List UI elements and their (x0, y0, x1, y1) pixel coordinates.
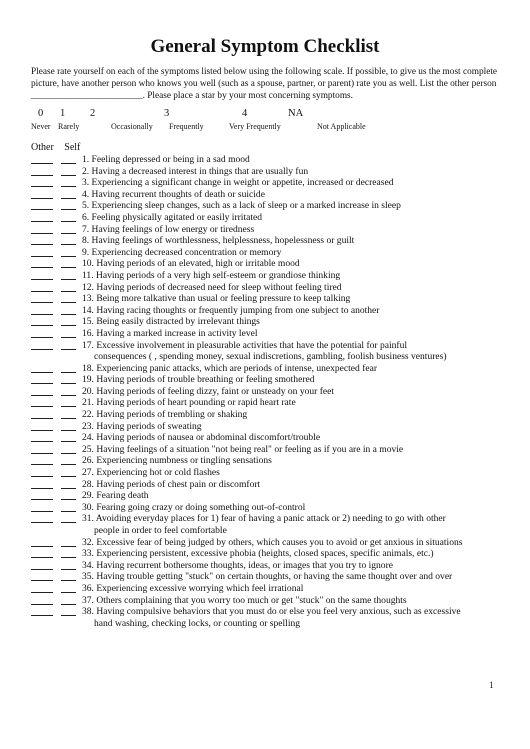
symptom-continuation: people in order to feel comfortable (94, 525, 227, 536)
symptom-text (82, 328, 501, 340)
symptom-text (82, 247, 501, 259)
symptom-label: 25. Having feelings of a situation "not being real" or feeling as if you are in a movie (82, 443, 404, 455)
list-item (31, 571, 501, 583)
self-rating-blank[interactable] (61, 200, 76, 210)
list-item (31, 212, 501, 224)
list-item (31, 560, 501, 572)
symptom-label: 12. Having periods of decreased need for sleep without feeling tired (82, 281, 342, 293)
symptom-label: 7. Having feelings of low energy or tiredness (82, 223, 255, 235)
other-rating-blank[interactable] (31, 212, 53, 222)
scale-label-1: Rarely (58, 122, 80, 131)
symptom-label: 36. Experiencing excessive worrying which feel irrational (82, 582, 304, 594)
symptom-label: 19. Having periods of trouble breathing or feeling smothered (82, 374, 315, 386)
list-item (31, 397, 501, 409)
symptom-text (82, 200, 501, 212)
symptom-label: 35. Having trouble getting "stuck" on certain thoughts, or having the same thought over and over (82, 571, 453, 583)
symptom-label: 1. Feeling depressed or being in a sad mood (82, 154, 250, 165)
other-rating-blank[interactable] (31, 490, 53, 500)
other-rating-blank[interactable] (31, 154, 53, 164)
self-rating-blank[interactable] (61, 409, 76, 419)
symptom-list (31, 154, 501, 629)
list-item (31, 270, 501, 282)
symptom-label: 9. Experiencing decreased concentration or memory (82, 246, 282, 258)
symptom-text (82, 606, 501, 629)
self-rating-blank[interactable] (61, 455, 76, 465)
self-rating-blank[interactable] (61, 548, 76, 558)
list-item (31, 189, 501, 201)
self-rating-blank[interactable] (61, 479, 76, 489)
symptom-label: 28. Having periods of chest pain or discomfort (82, 478, 261, 490)
self-rating-blank[interactable] (61, 560, 76, 570)
symptom-text (82, 258, 501, 270)
list-item (31, 200, 501, 212)
symptom-text (82, 374, 501, 386)
self-rating-blank[interactable] (61, 154, 76, 164)
other-rating-blank[interactable] (31, 224, 53, 234)
symptom-text (82, 305, 501, 317)
list-item (31, 258, 501, 270)
self-rating-blank[interactable] (61, 444, 76, 454)
other-rating-blank[interactable] (31, 189, 53, 199)
symptom-text (82, 235, 501, 247)
symptom-label: 15. Being easily distracted by irrelevant things (82, 316, 260, 328)
list-item (31, 177, 501, 189)
symptom-text (82, 479, 501, 491)
list-item (31, 513, 501, 536)
other-rating-blank[interactable] (31, 247, 53, 257)
self-rating-blank[interactable] (61, 270, 76, 280)
scale-label-4: Very Frequently (229, 122, 281, 131)
symptom-text (82, 537, 501, 549)
list-item (31, 224, 501, 236)
self-rating-blank[interactable] (61, 247, 76, 257)
symptom-continuation: consequences ( , spending money, sexual indiscretions, gambling, foolish business ventures) (94, 351, 447, 363)
symptom-label: 33. Experiencing persistent, excessive phobia (heights, closed spaces, specific animals, etc.) (82, 548, 434, 560)
list-item (31, 247, 501, 259)
symptom-text (82, 316, 501, 328)
self-rating-blank[interactable] (61, 363, 76, 373)
symptom-text (82, 282, 501, 294)
list-item (31, 154, 501, 166)
scale-num-1: 1 (60, 108, 66, 119)
list-item (31, 293, 501, 305)
other-rating-blank[interactable] (31, 200, 53, 210)
symptom-text (82, 490, 501, 502)
other-rating-blank[interactable] (31, 305, 53, 315)
other-rating-blank[interactable] (31, 328, 53, 338)
symptom-label: 31. Avoiding everyday places for 1) fear of having a panic attack or 2) needing to go with other (82, 513, 446, 525)
other-rating-blank[interactable] (31, 386, 53, 396)
self-column-header: Self (64, 142, 81, 153)
other-rating-blank[interactable] (31, 537, 53, 547)
column-headers (31, 142, 88, 153)
symptom-text (82, 363, 501, 375)
symptom-label: 11. Having periods of a very high self-esteem or grandiose thinking (82, 269, 341, 281)
list-item (31, 444, 501, 456)
self-rating-blank[interactable] (61, 340, 76, 350)
symptom-label: 13. Being more talkative than usual or feeling pressure to keep talking (82, 293, 351, 305)
symptom-label: 16. Having a marked increase in activity level (82, 327, 258, 339)
other-rating-blank[interactable] (31, 479, 53, 489)
symptom-text (82, 595, 501, 607)
symptom-label: 26. Experiencing numbness or tingling sensations (82, 455, 272, 467)
self-rating-blank[interactable] (61, 282, 76, 292)
symptom-text (82, 224, 501, 236)
other-rating-blank[interactable] (31, 455, 53, 465)
other-rating-blank[interactable] (31, 432, 53, 442)
scale-label-0: Never (31, 122, 51, 131)
list-item (31, 606, 501, 629)
symptom-label: 23. Having periods of sweating (82, 420, 202, 432)
list-item (31, 235, 501, 247)
symptom-label: 8. Having feelings of worthlessness, helplessness, hopelessness or guilt (82, 235, 355, 247)
symptom-text (82, 154, 501, 166)
self-rating-blank[interactable] (61, 166, 76, 176)
other-rating-blank[interactable] (31, 548, 53, 558)
list-item (31, 490, 501, 502)
symptom-text (82, 455, 501, 467)
other-rating-blank[interactable] (31, 502, 53, 512)
list-item (31, 409, 501, 421)
symptom-text (82, 421, 501, 433)
other-rating-blank[interactable] (31, 606, 53, 616)
symptom-text (82, 548, 501, 560)
scale-num-0: 0 (38, 108, 44, 119)
symptom-text (82, 502, 501, 514)
symptom-text (82, 571, 501, 583)
symptom-label: 17. Excessive involvement in pleasurable activities that have the potential for painful (82, 339, 408, 351)
symptom-label: 6. Feeling physically agitated or easily irritated (82, 211, 263, 223)
self-rating-blank[interactable] (61, 571, 76, 581)
symptom-label: 38. Having compulsive behaviors that you must do or else you feel very anxious, such as excessive (82, 606, 461, 618)
other-rating-blank[interactable] (31, 166, 53, 176)
self-rating-blank[interactable] (61, 374, 76, 384)
scale-num-4: 4 (242, 108, 248, 119)
symptom-label: 30. Fearing going crazy or doing something out-of-control (82, 501, 306, 513)
other-rating-blank[interactable] (31, 258, 53, 268)
self-rating-blank[interactable] (61, 513, 76, 523)
other-rating-blank[interactable] (31, 235, 53, 245)
page-title: General Symptom Checklist (150, 36, 380, 57)
other-rating-blank[interactable] (31, 583, 53, 593)
scale-num-2: 2 (90, 108, 96, 119)
symptom-label: 34. Having recurrent bothersome thoughts, ideas, or images that you try to ignore (82, 559, 393, 571)
symptom-text (82, 386, 501, 398)
other-rating-blank[interactable] (31, 421, 53, 431)
symptom-continuation: hand washing, checking locks, or counting or spelling (94, 617, 301, 629)
symptom-label: 32. Excessive fear of being judged by others, which causes you to avoid or get anxious in situations (82, 536, 463, 548)
other-rating-blank[interactable] (31, 513, 53, 523)
symptom-text (82, 432, 501, 444)
other-rating-blank[interactable] (31, 293, 53, 303)
scale-label-2: Occasionally (111, 122, 153, 131)
other-rating-blank[interactable] (31, 595, 53, 605)
other-rating-blank[interactable] (31, 560, 53, 570)
symptom-text (82, 409, 501, 421)
symptom-text (82, 166, 501, 178)
other-rating-blank[interactable] (31, 571, 53, 581)
self-rating-blank[interactable] (61, 316, 76, 326)
self-rating-blank[interactable] (61, 502, 76, 512)
other-rating-blank[interactable] (31, 340, 53, 350)
symptom-text (82, 513, 501, 536)
symptom-label: 4. Having recurrent thoughts of death or suicide (82, 188, 265, 200)
list-item (31, 548, 501, 560)
symptom-text (82, 583, 501, 595)
list-item (31, 432, 501, 444)
other-rating-blank[interactable] (31, 282, 53, 292)
self-rating-blank[interactable] (61, 258, 76, 268)
other-rating-blank[interactable] (31, 374, 53, 384)
other-rating-blank[interactable] (31, 177, 53, 187)
symptom-text (82, 397, 501, 409)
list-item (31, 479, 501, 491)
symptom-text (82, 212, 501, 224)
self-rating-blank[interactable] (61, 224, 76, 234)
list-item (31, 166, 501, 178)
list-item (31, 386, 501, 398)
other-rating-blank[interactable] (31, 397, 53, 407)
scale-label-3: Frequently (169, 122, 204, 131)
symptom-text (82, 340, 501, 363)
symptom-text (82, 177, 501, 189)
self-rating-blank[interactable] (61, 212, 76, 222)
self-rating-blank[interactable] (61, 606, 76, 616)
other-rating-blank[interactable] (31, 444, 53, 454)
list-item (31, 595, 501, 607)
self-rating-blank[interactable] (61, 537, 76, 547)
instructions: Please rate yourself on each of the symptoms listed below using the following scale. If possible, to give us the most complete picture, have another person who knows you well (such as a spouse, partner, or parent) rate you as well. List the other person ________________________. Please place a star by your most concerning symptoms. (31, 67, 498, 101)
scale-num-3: 3 (164, 108, 170, 119)
list-item (31, 502, 501, 514)
other-rating-blank[interactable] (31, 270, 53, 280)
symptom-label: 29. Fearing death (82, 490, 149, 502)
self-rating-blank[interactable] (61, 467, 76, 477)
symptom-label: 21. Having periods of heart pounding or rapid heart rate (82, 397, 296, 409)
list-item (31, 374, 501, 386)
self-rating-blank[interactable] (61, 328, 76, 338)
list-item (31, 467, 501, 479)
scale-num-na: NA (288, 108, 304, 119)
symptom-text (82, 189, 501, 201)
other-rating-blank[interactable] (31, 467, 53, 477)
self-rating-blank[interactable] (61, 177, 76, 187)
list-item (31, 363, 501, 375)
self-rating-blank[interactable] (61, 189, 76, 199)
rating-scale (31, 108, 501, 134)
list-item (31, 340, 501, 363)
symptom-text (82, 560, 501, 572)
symptom-label: 24. Having periods of nausea or abdominal discomfort/trouble (82, 432, 321, 444)
list-item (31, 305, 501, 317)
symptom-label: 14. Having racing thoughts or frequently jumping from one subject to another (82, 304, 380, 316)
list-item (31, 583, 501, 595)
symptom-label: 10. Having periods of an elevated, high or irritable mood (82, 258, 300, 270)
symptom-label: 22. Having periods of trembling or shaking (82, 409, 248, 421)
list-item (31, 328, 501, 340)
symptom-label: 20. Having periods of feeling dizzy, faint or unsteady on your feet (82, 385, 335, 397)
self-rating-blank[interactable] (61, 235, 76, 245)
symptom-label: 37. Others complaining that you worry too much or get "stuck" on the same thoughts (82, 594, 407, 606)
other-rating-blank[interactable] (31, 316, 53, 326)
symptom-text (82, 444, 501, 456)
scale-label-na: Not Applicable (317, 122, 366, 131)
symptom-label: 2. Having a decreased interest in things that are usually fun (82, 165, 309, 177)
list-item (31, 316, 501, 328)
self-rating-blank[interactable] (61, 421, 76, 431)
self-rating-blank[interactable] (61, 305, 76, 315)
self-rating-blank[interactable] (61, 595, 76, 605)
list-item (31, 282, 501, 294)
other-rating-blank[interactable] (31, 363, 53, 373)
symptom-label: 3. Experiencing a significant change in weight or appetite, increased or decreased (82, 177, 394, 189)
other-rating-blank[interactable] (31, 409, 53, 419)
symptom-label: 18. Experiencing panic attacks, which are periods of intense, unexpected fear (82, 362, 378, 374)
self-rating-blank[interactable] (61, 293, 76, 303)
self-rating-blank[interactable] (61, 397, 76, 407)
symptom-label: 27. Experiencing hot or cold flashes (82, 467, 220, 479)
symptom-label: 5. Experiencing sleep changes, such as a lack of sleep or a marked increase in sleep (82, 200, 401, 212)
other-column-header: Other (31, 142, 54, 153)
symptom-text (82, 293, 501, 305)
self-rating-blank[interactable] (61, 432, 76, 442)
self-rating-blank[interactable] (61, 490, 76, 500)
list-item (31, 455, 501, 467)
self-rating-blank[interactable] (61, 583, 76, 593)
symptom-text (82, 467, 501, 479)
list-item (31, 537, 501, 549)
list-item (31, 421, 501, 433)
page-number: 1 (489, 680, 494, 690)
symptom-text (82, 270, 501, 282)
self-rating-blank[interactable] (61, 386, 76, 396)
